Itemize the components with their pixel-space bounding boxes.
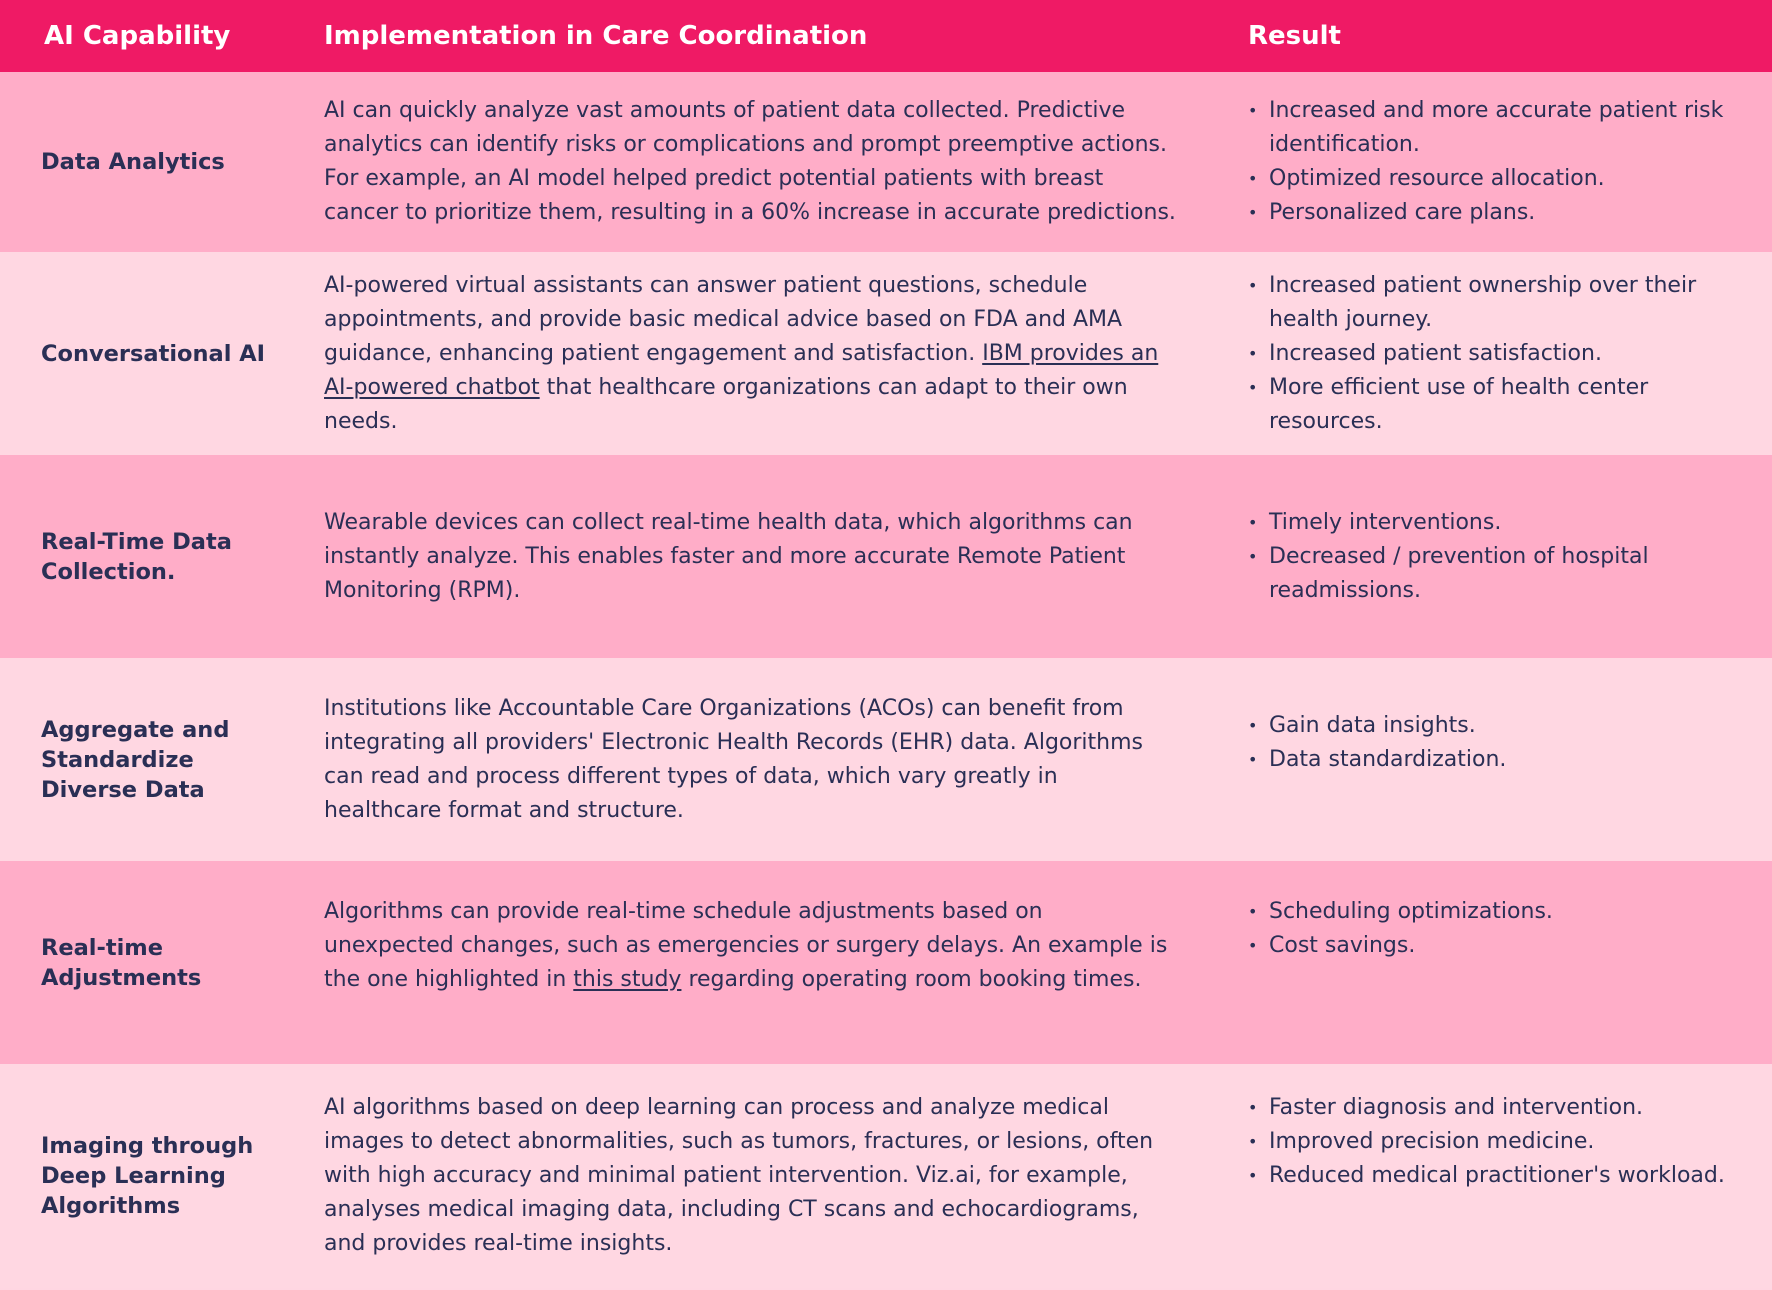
result-item: • Timely interventions. [1248, 506, 1748, 540]
implementation-cell [283, 506, 1207, 608]
implementation-text: For example, an AI model helped predict potential patients with breast cancer to prioritize them, resulting in a 60% increase in accurate predictions. [324, 166, 1176, 225]
result-cell [1207, 506, 1772, 608]
table-row [0, 455, 1772, 658]
implementation-text: AI can quickly analyze vast amounts of patient data collected. Predictive analytics can identify risks or complications and prompt preemptive actions. [324, 98, 1168, 157]
result-item: • Cost savings. [1248, 929, 1748, 963]
result-item: • Reduced medical practitioner's workload. [1248, 1159, 1748, 1193]
implementation-text: regarding operating room booking times. [681, 966, 1142, 992]
table-row [0, 1064, 1772, 1288]
ibm-chatbot-link[interactable]: IBM provides an AI-powered chatbot [324, 340, 1159, 400]
result-item: • More efficient use of health center resources. [1248, 371, 1748, 439]
result-cell [1207, 269, 1772, 439]
result-list [1248, 94, 1748, 230]
result-item: • Increased patient satisfaction. [1248, 337, 1748, 371]
table-row [0, 658, 1772, 861]
result-item: • Decreased / prevention of hospital readmissions. [1248, 540, 1748, 608]
implementation-text: AI-powered virtual assistants can answer patient questions, schedule appointments, and provide basic medical advice based on FDA and AMA guidance, enhancing patient engagement and satisfaction. [324, 272, 1123, 366]
result-item: • Increased and more accurate patient risk identification. [1248, 94, 1748, 162]
result-cell [1207, 94, 1772, 230]
result-cell [1207, 895, 1772, 1031]
implementation-cell [283, 1091, 1207, 1261]
implementation-cell [283, 269, 1207, 439]
table-row [0, 72, 1772, 252]
result-item: • Gain data insights. [1248, 709, 1748, 743]
table-header [0, 0, 1772, 72]
result-item: • Scheduling optimizations. [1248, 895, 1748, 929]
result-item: • Optimized resource allocation. [1248, 162, 1748, 196]
capability-cell: Aggregate and Standardize Diverse Data [41, 716, 230, 803]
result-list [1248, 709, 1748, 777]
capability-cell: Real-Time Data Collection. [41, 528, 232, 585]
result-item: • Personalized care plans. [1248, 196, 1748, 230]
result-item: • Increased patient ownership over their health journey. [1248, 269, 1748, 337]
capability-cell: Real-time Adjustments [41, 934, 202, 991]
header-result: Result [1248, 21, 1341, 51]
result-list [1248, 895, 1748, 963]
result-item: • Faster diagnosis and intervention. [1248, 1091, 1748, 1125]
result-cell [1207, 1091, 1772, 1261]
result-list [1248, 269, 1748, 439]
header-implementation: Implementation in Care Coordination [324, 21, 868, 51]
result-item: • Data standardization. [1248, 743, 1748, 777]
result-cell [1207, 709, 1772, 811]
implementation-text: Algorithms can provide real-time schedule adjustments based on unexpected changes, such as emergencies or surgery delays. An example is the one highlighted in [324, 898, 1168, 992]
implementation-text: that healthcare organizations can adapt to their own needs. [324, 374, 1128, 434]
header-capability: AI Capability [44, 21, 231, 51]
implementation-cell [283, 895, 1207, 997]
table-row [0, 861, 1772, 1064]
implementation-cell [283, 94, 1207, 230]
implementation-text: AI algorithms based on deep learning can process and analyze medical images to detect abnormalities, such as tumors, fractures, or lesions, often with high accuracy and minimal patient intervention. Viz.ai, for example, analyses medical imaging data, including CT scans and echocardiograms, and provides real-time insights. [324, 1095, 1154, 1256]
table-row [0, 252, 1772, 455]
capability-cell: Conversational AI [41, 340, 266, 367]
capability-cell: Data Analytics [41, 149, 225, 175]
implementation-text: Institutions like Accountable Care Organizations (ACOs) can benefit from integrating all providers' Electronic Health Records (EHR) data. Algorithms can read and process different types of data, which vary greatly in healthcare format and structure. [324, 695, 1143, 823]
implementation-text: Wearable devices can collect real-time health data, which algorithms can instantly analyze. This enables faster and more accurate Remote Patient Monitoring (RPM). [324, 509, 1133, 603]
this-study-link[interactable]: this study [573, 966, 682, 992]
capability-cell: Imaging through Deep Learning Algorithms [41, 1133, 254, 1219]
result-list [1248, 506, 1748, 608]
result-item: • Improved precision medicine. [1248, 1125, 1748, 1159]
result-list [1248, 1091, 1748, 1193]
implementation-cell [283, 692, 1207, 828]
